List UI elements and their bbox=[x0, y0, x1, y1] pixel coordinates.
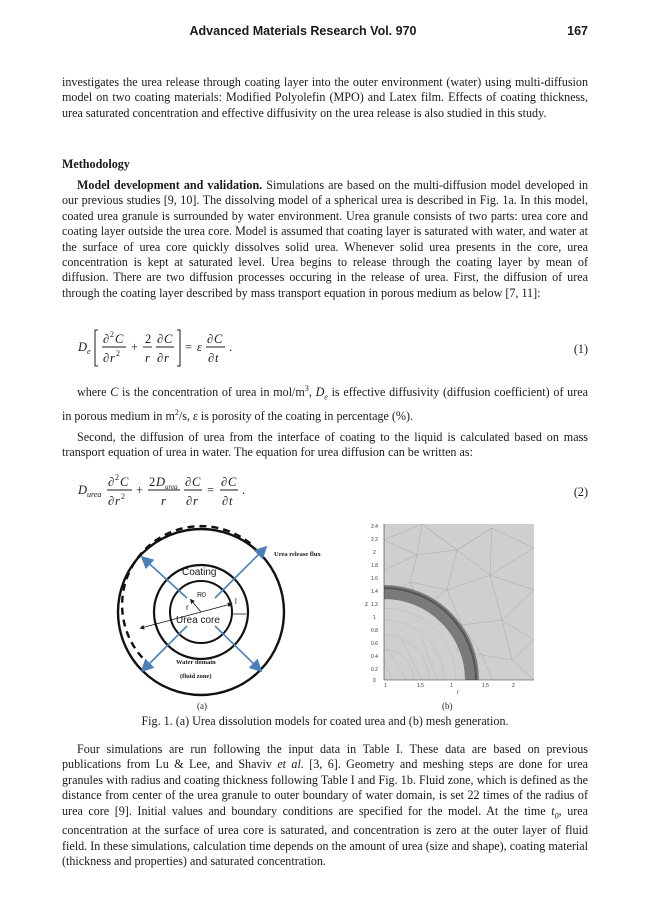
svg-text:r: r bbox=[161, 494, 166, 508]
figure-1b bbox=[362, 520, 538, 698]
svg-text:Urea release flux: Urea release flux bbox=[274, 551, 321, 558]
figure-1a bbox=[115, 520, 350, 700]
svg-text:0.8: 0.8 bbox=[371, 628, 378, 634]
svg-text:2: 2 bbox=[121, 492, 125, 501]
mesh-plot bbox=[362, 520, 538, 698]
dashed-front-arc bbox=[122, 526, 251, 666]
svg-text:+: + bbox=[136, 483, 144, 497]
svg-text:l: l bbox=[235, 597, 237, 606]
svg-text:∂: ∂ bbox=[157, 351, 164, 365]
svg-text:∂: ∂ bbox=[103, 351, 110, 365]
svg-text:2: 2 bbox=[512, 683, 515, 689]
svg-text:r: r bbox=[145, 351, 150, 365]
methodology-heading: Methodology bbox=[62, 157, 130, 171]
svg-text:D: D bbox=[78, 483, 88, 497]
svg-text:C: C bbox=[120, 475, 129, 489]
svg-text:∂: ∂ bbox=[208, 351, 215, 365]
svg-text:urea: urea bbox=[87, 490, 102, 499]
svg-text:r: r bbox=[115, 494, 120, 508]
page-number: 167 bbox=[567, 24, 588, 38]
svg-text:∂: ∂ bbox=[157, 332, 164, 346]
svg-text:r: r bbox=[186, 603, 189, 612]
page-header bbox=[0, 24, 650, 42]
svg-text:1: 1 bbox=[373, 615, 376, 621]
svg-text:t: t bbox=[229, 494, 233, 508]
svg-text:1.6: 1.6 bbox=[371, 576, 378, 582]
equation-2 bbox=[62, 466, 588, 516]
svg-text:∂: ∂ bbox=[222, 494, 229, 508]
svg-text:1: 1 bbox=[384, 683, 387, 689]
final-paragraph: Four simulations are run following the input data in Table I. These data are based on previous publications from Lu & Lee, and Shaviv et al. [3, 6]. Geometry and meshing steps are done for urea granules with radius and coating thickness following Table I and Fig. 1b. Fluid zone, which is defined as the distance from center of the urea granule to outer boundary of water domain, is set 22 times of the radius of urea core [9]. Initial values and boundary conditions are specified for the model. At the time $t_0$, urea concentration at the surface of urea core is saturated, and concentration is zero at the outer layer of fluid field. In these simulations, calculation time depends on the amount of urea (size and shape), coating material (thickness and properties) and saturated concentration. bbox=[62, 742, 589, 869]
svg-text:2: 2 bbox=[149, 475, 156, 489]
svg-text:∂: ∂ bbox=[207, 332, 214, 346]
svg-text:∂: ∂ bbox=[108, 475, 115, 489]
svg-text:∂: ∂ bbox=[103, 332, 110, 346]
svg-text:ε: ε bbox=[197, 340, 202, 354]
svg-text:C: C bbox=[164, 332, 173, 346]
svg-text:C: C bbox=[228, 475, 237, 489]
svg-text:=: = bbox=[185, 340, 193, 354]
svg-text:D: D bbox=[156, 475, 166, 489]
equation-1-number: (1) bbox=[573, 342, 588, 356]
svg-text:.: . bbox=[242, 483, 246, 497]
svg-text:1.8: 1.8 bbox=[371, 563, 378, 569]
svg-text:r: r bbox=[110, 351, 115, 365]
second-paragraph: Second, the diffusion of urea from the interface of coating to the liquid is calculated based on mass transport equation of urea in water. The equation for urea diffusion can be written as: bbox=[62, 430, 588, 460]
svg-text:∂: ∂ bbox=[108, 494, 115, 508]
svg-text:C: C bbox=[214, 332, 223, 346]
svg-text:.: . bbox=[229, 340, 233, 354]
svg-text:2.2: 2.2 bbox=[371, 537, 378, 543]
svg-text:r: r bbox=[193, 494, 198, 508]
svg-text:1.5: 1.5 bbox=[417, 683, 424, 689]
svg-text:2: 2 bbox=[145, 332, 152, 346]
figure-caption: Fig. 1. (a) Urea dissolution models for coated urea and (b) mesh generation. bbox=[141, 714, 509, 728]
svg-text:Urea core: Urea core bbox=[176, 615, 220, 626]
svg-text:(fluid zone): (fluid zone) bbox=[180, 673, 212, 680]
svg-text:2.4: 2.4 bbox=[371, 524, 378, 530]
equation-2-number: (2) bbox=[573, 485, 588, 499]
svg-text:r: r bbox=[164, 351, 169, 365]
svg-text:2: 2 bbox=[373, 550, 376, 556]
model-development-paragraph bbox=[62, 178, 588, 301]
svg-text:1.2: 1.2 bbox=[371, 602, 378, 608]
svg-text:z: z bbox=[365, 602, 368, 608]
svg-text:2: 2 bbox=[115, 473, 119, 482]
svg-text:urea: urea bbox=[165, 483, 178, 491]
svg-text:∂: ∂ bbox=[185, 475, 192, 489]
svg-text:1: 1 bbox=[450, 683, 453, 689]
svg-text:2: 2 bbox=[116, 349, 120, 358]
model-development-lead: Model development and validation. bbox=[77, 178, 263, 192]
model-development-text: Simulations are based on the multi-diffusion model developed in our previous studies [9, 10]. The dissolving model of a spherical urea is described in Fig. 1a. In this model, coated urea granule is surrounded by water environment. Urea granule consists of two parts: urea core and coating layer outside the urea core. Model is assumed that coating layer is saturated with water, and water at the surface of urea core quickly dissolves solid urea. Whenever solid urea presents in the core, urea concentration is kept at saturated level. Urea begins to release through the coating layer by mean of diffusion. There are two diffusion processes occuring in the release of urea. First, the diffusion of urea through the coating layer described by mass transport equation in porous medium as below [7, 11]: bbox=[62, 178, 589, 300]
svg-text:D: D bbox=[78, 340, 88, 354]
svg-text:r: r bbox=[457, 690, 459, 696]
svg-text:C: C bbox=[192, 475, 201, 489]
svg-text:C: C bbox=[115, 332, 124, 346]
svg-text:1.4: 1.4 bbox=[371, 589, 378, 595]
svg-text:2: 2 bbox=[110, 330, 114, 339]
journal-title: Advanced Materials Research Vol. 970 bbox=[189, 24, 417, 38]
svg-text:0: 0 bbox=[373, 678, 376, 684]
svg-text:t: t bbox=[215, 351, 219, 365]
equation-1 bbox=[62, 322, 588, 372]
urea-dissolution-diagram bbox=[115, 520, 350, 700]
svg-text:0.6: 0.6 bbox=[371, 641, 378, 647]
svg-text:0.4: 0.4 bbox=[371, 654, 378, 660]
where-paragraph: where C is the concentration of urea in mol/$m^3$, $D_e$ is effective diffusivity (diffusion coefficient) of urea in porous medium in $m^2/s$, ε is porosity of the coating in percentage (%). bbox=[62, 384, 588, 423]
svg-text:0.2: 0.2 bbox=[371, 667, 378, 673]
svg-text:R0: R0 bbox=[197, 592, 206, 599]
svg-text:∂: ∂ bbox=[221, 475, 228, 489]
svg-text:Water domain: Water domain bbox=[176, 659, 216, 666]
svg-text:+: + bbox=[131, 340, 139, 354]
intro-paragraph: investigates the urea release through coating layer into the outer environment (water) using multi-diffusion model on two coating materials: Modified Polyolefin (MPO) and Latex film. Effects of coating thickness, urea saturated concentration and effective diffusivity on the urea release is also studied in this study. bbox=[62, 75, 588, 120]
equation-1-formula bbox=[76, 322, 376, 372]
figure-1a-label: (a) bbox=[197, 701, 207, 711]
equation-2-formula bbox=[76, 466, 376, 516]
svg-text:∂: ∂ bbox=[186, 494, 193, 508]
svg-text:=: = bbox=[207, 483, 215, 497]
svg-text:e: e bbox=[87, 347, 91, 356]
svg-text:1.5: 1.5 bbox=[482, 683, 489, 689]
svg-text:Coating: Coating bbox=[182, 567, 217, 578]
figure-1b-label: (b) bbox=[442, 701, 453, 711]
